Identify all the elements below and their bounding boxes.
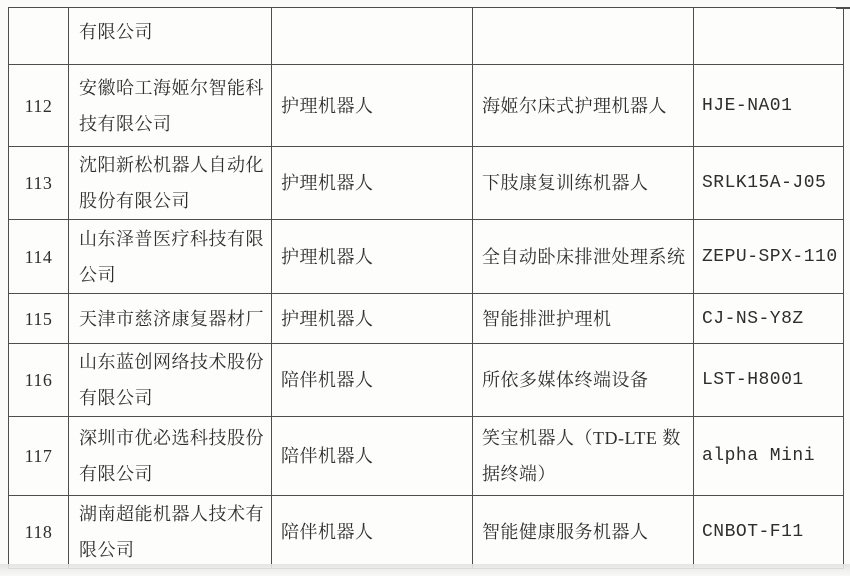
table-row	[9, 344, 844, 417]
cell-no: 116	[9, 344, 69, 417]
page-bottom-shadow	[0, 564, 850, 576]
cell-model: alpha Mini	[694, 417, 844, 496]
table-row	[9, 220, 844, 294]
cell-model: CNBOT-F11	[694, 496, 844, 569]
cell-company: 安徽哈工海姬尔智能科技有限公司	[69, 65, 272, 147]
cell-product	[473, 8, 694, 65]
cell-product: 下肢康复训练机器人	[473, 147, 694, 220]
cell-model: SRLK15A-J05	[694, 147, 844, 220]
cell-company: 山东蓝创网络技术股份有限公司	[69, 344, 272, 417]
cell-product: 智能排泄护理机	[473, 294, 694, 344]
cell-company: 天津市慈济康复器材厂	[69, 294, 272, 344]
cell-product: 笑宝机器人（TD-LTE 数据终端）	[473, 417, 694, 496]
table-row	[9, 147, 844, 220]
cell-model	[694, 8, 844, 65]
table-row	[9, 65, 844, 147]
cell-no: 112	[9, 65, 69, 147]
cell-product: 所依多媒体终端设备	[473, 344, 694, 417]
robot-product-table	[8, 7, 844, 569]
cell-no: 114	[9, 220, 69, 294]
cell-category: 陪伴机器人	[272, 496, 473, 569]
table-row	[9, 417, 844, 496]
cell-category: 护理机器人	[272, 294, 473, 344]
cell-no: 113	[9, 147, 69, 220]
table-row	[9, 294, 844, 344]
cell-company: 山东泽普医疗科技有限公司	[69, 220, 272, 294]
cell-category: 护理机器人	[272, 147, 473, 220]
cell-company: 湖南超能机器人技术有限公司	[69, 496, 272, 569]
cell-category: 护理机器人	[272, 65, 473, 147]
cell-category: 陪伴机器人	[272, 344, 473, 417]
cell-product: 智能健康服务机器人	[473, 496, 694, 569]
cell-company: 沈阳新松机器人自动化股份有限公司	[69, 147, 272, 220]
cell-model: HJE-NA01	[694, 65, 844, 147]
cell-category: 护理机器人	[272, 220, 473, 294]
cell-company: 深圳市优必选科技股份有限公司	[69, 417, 272, 496]
table-row	[9, 8, 844, 65]
cell-no	[9, 8, 69, 65]
cell-product: 全自动卧床排泄处理系统	[473, 220, 694, 294]
table-row	[9, 496, 844, 569]
cell-model: ZEPU-SPX-110	[694, 220, 844, 294]
cell-no: 117	[9, 417, 69, 496]
cell-company: 有限公司	[69, 8, 272, 65]
cell-product: 海姬尔床式护理机器人	[473, 65, 694, 147]
cell-category	[272, 8, 473, 65]
cell-no: 115	[9, 294, 69, 344]
cell-model: LST-H8001	[694, 344, 844, 417]
table-body	[9, 8, 844, 569]
cell-no: 118	[9, 496, 69, 569]
table-top-border-extension	[836, 7, 850, 9]
cell-category: 陪伴机器人	[272, 417, 473, 496]
cell-model: CJ-NS-Y8Z	[694, 294, 844, 344]
